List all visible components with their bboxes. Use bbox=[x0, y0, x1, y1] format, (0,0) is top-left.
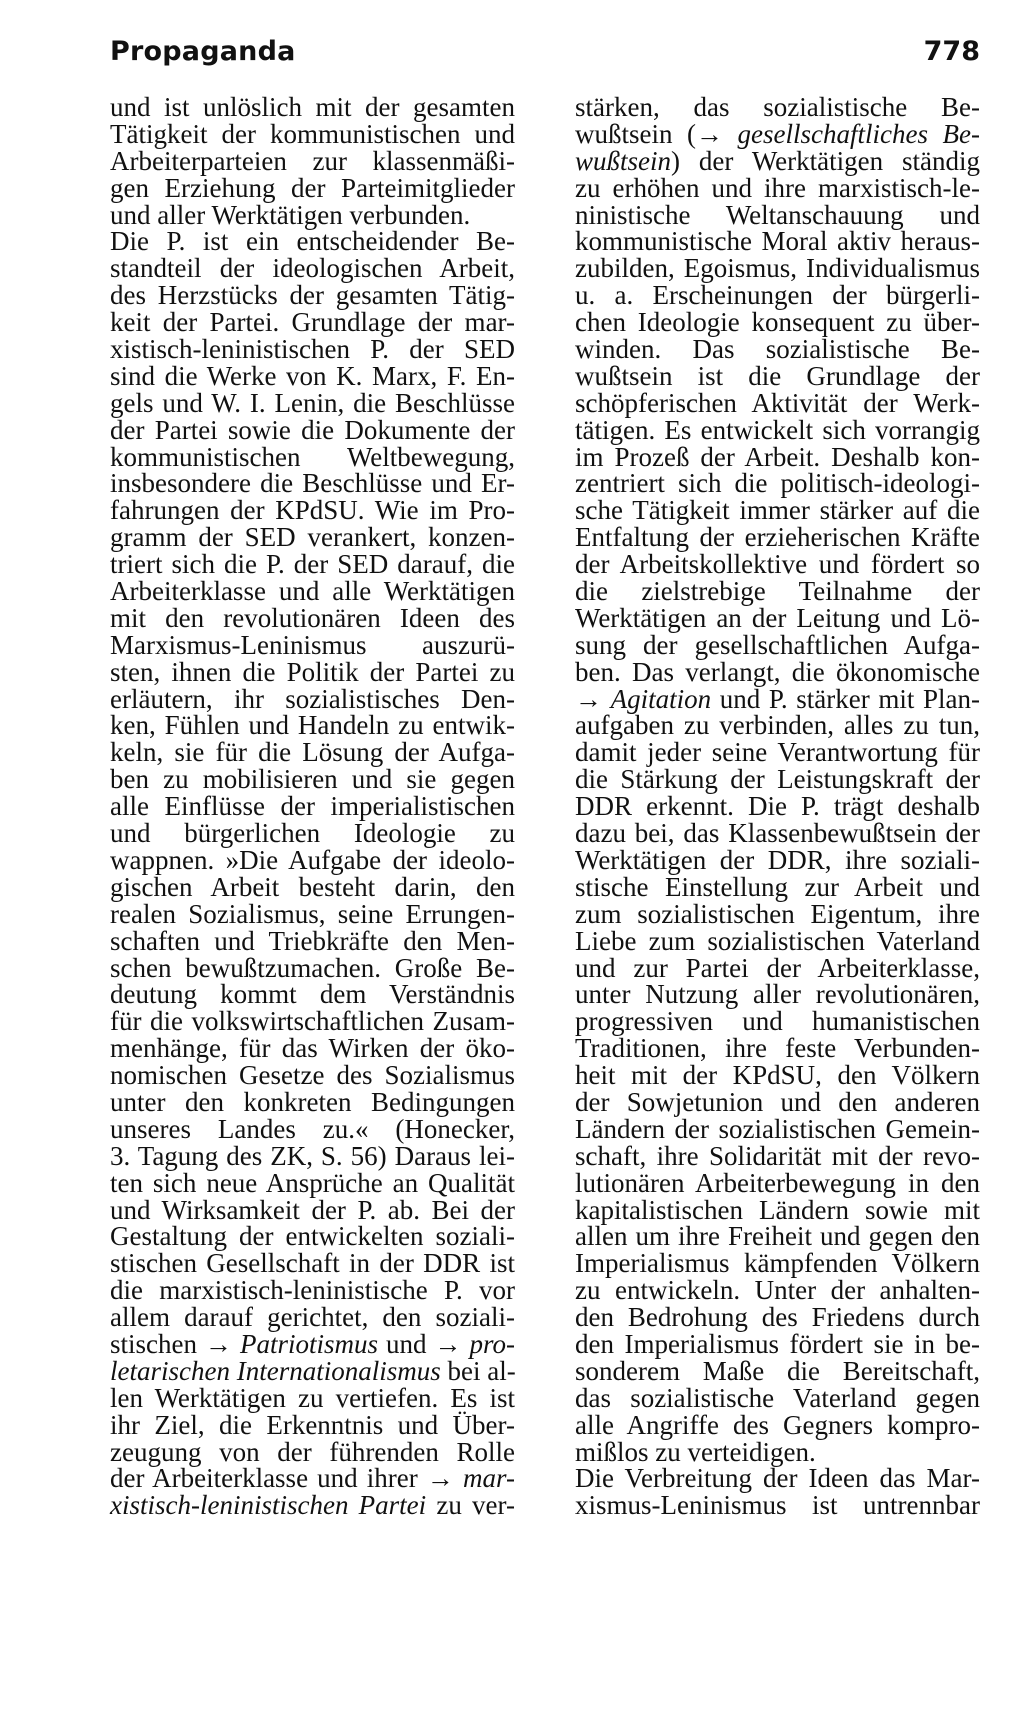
text-line: keit der Partei. Grundlage der mar- bbox=[110, 307, 515, 338]
text-line: gramm der SED verankert, konzen- bbox=[110, 522, 515, 553]
text-line: u. a. Erscheinungen der bürgerli- bbox=[575, 280, 980, 311]
text-line: der Sowjetunion und den anderen bbox=[575, 1086, 980, 1117]
text-line: die Stärkung der Leistungskraft der bbox=[575, 764, 980, 795]
text-line: stische Einstellung zur Arbeit und bbox=[575, 871, 980, 902]
text-line: standteil der ideologischen Arbeit, bbox=[110, 253, 515, 284]
text-line: Arbeiterparteien zur klassenmäßi- bbox=[110, 145, 515, 176]
text-line: winden. Das sozialistische Be- bbox=[575, 334, 980, 365]
text-line: insbesondere die Beschlüsse und Er- bbox=[110, 468, 515, 499]
text-line bbox=[110, 1328, 515, 1359]
text-line: die zielstrebige Teilnahme der bbox=[575, 576, 980, 607]
text-line: len Werktätigen zu vertiefen. Es ist bbox=[110, 1382, 515, 1413]
text-segment: → bbox=[575, 683, 611, 714]
text-line: im Prozeß der Arbeit. Deshalb kon- bbox=[575, 441, 980, 472]
text-line: wußtsein ist die Grundlage der bbox=[575, 360, 980, 391]
text-line: ken, Fühlen und Handeln zu entwik- bbox=[110, 710, 515, 741]
text-line: zu erhöhen und ihre marxistisch-le- bbox=[575, 172, 980, 203]
text-line: Werktätigen der DDR, ihre soziali- bbox=[575, 844, 980, 875]
cross-reference: Agitation bbox=[610, 683, 712, 714]
text-line: Marxismus-Leninismus auszurü- bbox=[110, 629, 515, 660]
page-number: 778 bbox=[923, 36, 980, 67]
text-line: Arbeiterklasse und alle Werktätigen bbox=[110, 576, 515, 607]
text-line: Traditionen, ihre feste Verbunden- bbox=[575, 1033, 980, 1064]
text-line: ben. Das verlangt, die ökonomische bbox=[575, 656, 980, 687]
text-line: die marxistisch-leninistische P. vor bbox=[110, 1275, 515, 1306]
text-line: unter den konkreten Bedingungen bbox=[110, 1086, 515, 1117]
text-line: fahrungen der KPdSU. Wie im Pro- bbox=[110, 495, 515, 526]
text-line: realen Sozialismus, seine Errungen- bbox=[110, 898, 515, 929]
text-segment: zu ver- bbox=[426, 1490, 515, 1521]
text-line: sche Tätigkeit immer stärker auf die bbox=[575, 495, 980, 526]
text-line: deutung kommt dem Verständnis bbox=[110, 979, 515, 1010]
text-line: schaft, ihre Solidarität mit der revo- bbox=[575, 1140, 980, 1171]
text-line: Werktätigen an der Leitung und Lö- bbox=[575, 602, 980, 633]
text-line bbox=[575, 145, 980, 176]
text-line: 3. Tagung des ZK, S. 56) Daraus lei- bbox=[110, 1140, 515, 1171]
text-segment: ) der Werktätigen ständig bbox=[671, 145, 980, 176]
text-line: ten sich neue Ansprüche an Qualität bbox=[110, 1167, 515, 1198]
text-segment: der Arbeiterklasse und ihrer → bbox=[110, 1463, 464, 1494]
text-line: für die volkswirtschaftlichen Zusam- bbox=[110, 1006, 515, 1037]
text-line: den Imperialismus fördert sie in be- bbox=[575, 1328, 980, 1359]
text-line: gels und W. I. Lenin, die Beschlüsse bbox=[110, 387, 515, 418]
text-segment: und → bbox=[378, 1328, 470, 1359]
text-line: gischen Arbeit besteht darin, den bbox=[110, 871, 515, 902]
page-heading: Propaganda bbox=[110, 36, 296, 67]
text-line: Liebe zum sozialistischen Vaterland bbox=[575, 925, 980, 956]
cross-reference: wußtsein bbox=[575, 145, 672, 176]
text-line: Imperialismus kämpfenden Völkern bbox=[575, 1248, 980, 1279]
text-line: sonderem Maße die Bereitschaft, bbox=[575, 1355, 980, 1386]
text-line: alle Angriffe des Gegners kompro- bbox=[575, 1409, 980, 1440]
text-line: schöpferischen Aktivität der Werk- bbox=[575, 387, 980, 418]
text-line: schaften und Triebkräfte den Men- bbox=[110, 925, 515, 956]
cross-reference: mar- bbox=[463, 1463, 515, 1494]
text-line: aufgaben zu verbinden, alles zu tun, bbox=[575, 710, 980, 741]
text-line: und Wirksamkeit der P. ab. Bei der bbox=[110, 1194, 515, 1225]
cross-reference: letarischen Internationalismus bbox=[110, 1355, 441, 1386]
cross-reference: Patriotismus bbox=[239, 1328, 379, 1359]
text-line: das sozialistische Vaterland gegen bbox=[575, 1382, 980, 1413]
text-line: kommunistische Moral aktiv heraus- bbox=[575, 226, 980, 257]
text-line: Gestaltung der entwickelten soziali- bbox=[110, 1221, 515, 1252]
text-line: nomischen Gesetze des Sozialismus bbox=[110, 1060, 515, 1091]
text-line bbox=[575, 118, 980, 149]
text-line: ihr Ziel, die Erkenntnis und Über- bbox=[110, 1409, 515, 1440]
text-line: wappnen. »Die Aufgabe der ideolo- bbox=[110, 844, 515, 875]
left-text-column bbox=[110, 94, 515, 1519]
text-line: progressiven und humanistischen bbox=[575, 1006, 980, 1037]
text-line: DDR erkennt. Die P. trägt deshalb bbox=[575, 791, 980, 822]
text-line: stärken, das sozialistische Be- bbox=[575, 92, 980, 122]
text-segment: stischen → bbox=[110, 1328, 240, 1359]
text-line: und aller Werktätigen verbunden. bbox=[110, 199, 471, 230]
text-line: Die P. ist ein entscheidender Be- bbox=[110, 226, 515, 257]
text-line: sten, ihnen die Politik der Partei zu bbox=[110, 656, 515, 687]
text-line: schen bewußtzumachen. Große Be- bbox=[110, 952, 515, 983]
text-segment: bei al- bbox=[440, 1355, 516, 1386]
text-line: unseres Landes zu.« (Honecker, bbox=[110, 1113, 515, 1144]
text-line: alle Einflüsse der imperialistischen bbox=[110, 791, 515, 822]
text-line: sung der gesellschaftlichen Aufga- bbox=[575, 629, 980, 660]
text-line: xismus-Leninismus ist untrennbar bbox=[575, 1490, 980, 1521]
text-line: keln, sie für die Lösung der Aufga- bbox=[110, 737, 515, 768]
text-line: ninistische Weltanschauung und bbox=[575, 199, 980, 230]
text-line: gen Erziehung der Parteimitglieder bbox=[110, 172, 515, 203]
text-line: des Herzstücks der gesamten Tätig- bbox=[110, 280, 515, 311]
text-line: menhänge, für das Wirken der öko- bbox=[110, 1033, 515, 1064]
text-line: mit den revolutionären Ideen des bbox=[110, 602, 515, 633]
text-line bbox=[110, 1492, 515, 1519]
text-line: zubilden, Egoismus, Individualismus bbox=[575, 253, 980, 284]
text-line bbox=[575, 683, 981, 714]
text-line: allem darauf gerichtet, den soziali- bbox=[110, 1302, 515, 1333]
text-line: mißlos zu verteidigen. bbox=[575, 1436, 816, 1467]
text-line: und bürgerlichen Ideologie zu bbox=[110, 818, 515, 849]
text-line bbox=[110, 1355, 516, 1386]
text-line: kapitalistischen Ländern sowie mit bbox=[575, 1194, 980, 1225]
text-line: zentriert sich die politisch-ideologi- bbox=[575, 468, 980, 499]
text-line: stischen Gesellschaft in der DDR ist bbox=[110, 1248, 515, 1279]
text-line: den Bedrohung des Friedens durch bbox=[575, 1302, 980, 1333]
text-line: lutionären Arbeiterbewegung in den bbox=[575, 1167, 980, 1198]
text-line: dazu bei, das Klassenbewußtsein der bbox=[575, 818, 980, 849]
text-line: kommunistischen Weltbewegung, bbox=[110, 441, 515, 472]
text-line: zeugung von der führenden Rolle bbox=[110, 1436, 515, 1467]
cross-reference: xistisch-leninistischen Partei bbox=[110, 1490, 427, 1521]
text-line: sind die Werke von K. Marx, F. En- bbox=[110, 360, 515, 391]
cross-reference: gesellschaftliches Be- bbox=[737, 118, 980, 149]
text-line: xistisch-leninistischen P. der SED bbox=[110, 334, 515, 365]
text-line bbox=[110, 1465, 515, 1492]
text-line: allen um ihre Freiheit und gegen den bbox=[575, 1221, 980, 1252]
text-line: und ist unlöslich mit der gesamten bbox=[110, 92, 515, 122]
text-line: heit mit der KPdSU, den Völkern bbox=[575, 1060, 980, 1091]
text-line: Die Verbreitung der Ideen das Mar- bbox=[575, 1463, 980, 1494]
text-line: erläutern, ihr sozialistisches Den- bbox=[110, 683, 515, 714]
text-line: ben zu mobilisieren und sie gegen bbox=[110, 764, 515, 795]
text-line: zu entwickeln. Unter der anhalten- bbox=[575, 1275, 980, 1306]
text-line: unter Nutzung aller revolutionären, bbox=[575, 979, 980, 1010]
text-segment: wußtsein (→ bbox=[575, 118, 738, 149]
text-line: der Arbeitskollektive und fördert so bbox=[575, 549, 980, 580]
text-line: Entfaltung der erzieherischen Kräfte bbox=[575, 522, 980, 553]
text-line: der Partei sowie die Dokumente der bbox=[110, 414, 515, 445]
text-line: damit jeder seine Verantwortung für bbox=[575, 737, 980, 768]
right-text-column bbox=[575, 94, 980, 1519]
text-line: triert sich die P. der SED darauf, die bbox=[110, 549, 515, 580]
text-line: Ländern der sozialistischen Gemein- bbox=[575, 1113, 980, 1144]
text-line: tätigen. Es entwickelt sich vorrangig bbox=[575, 414, 980, 445]
text-line: zum sozialistischen Eigentum, ihre bbox=[575, 898, 980, 929]
text-line: Tätigkeit der kommunistischen und bbox=[110, 118, 515, 149]
text-segment: und P. stärker mit Plan- bbox=[711, 683, 981, 714]
text-line: und zur Partei der Arbeiterklasse, bbox=[575, 952, 980, 983]
cross-reference: pro- bbox=[469, 1328, 515, 1359]
text-line: chen Ideologie konsequent zu über- bbox=[575, 307, 980, 338]
